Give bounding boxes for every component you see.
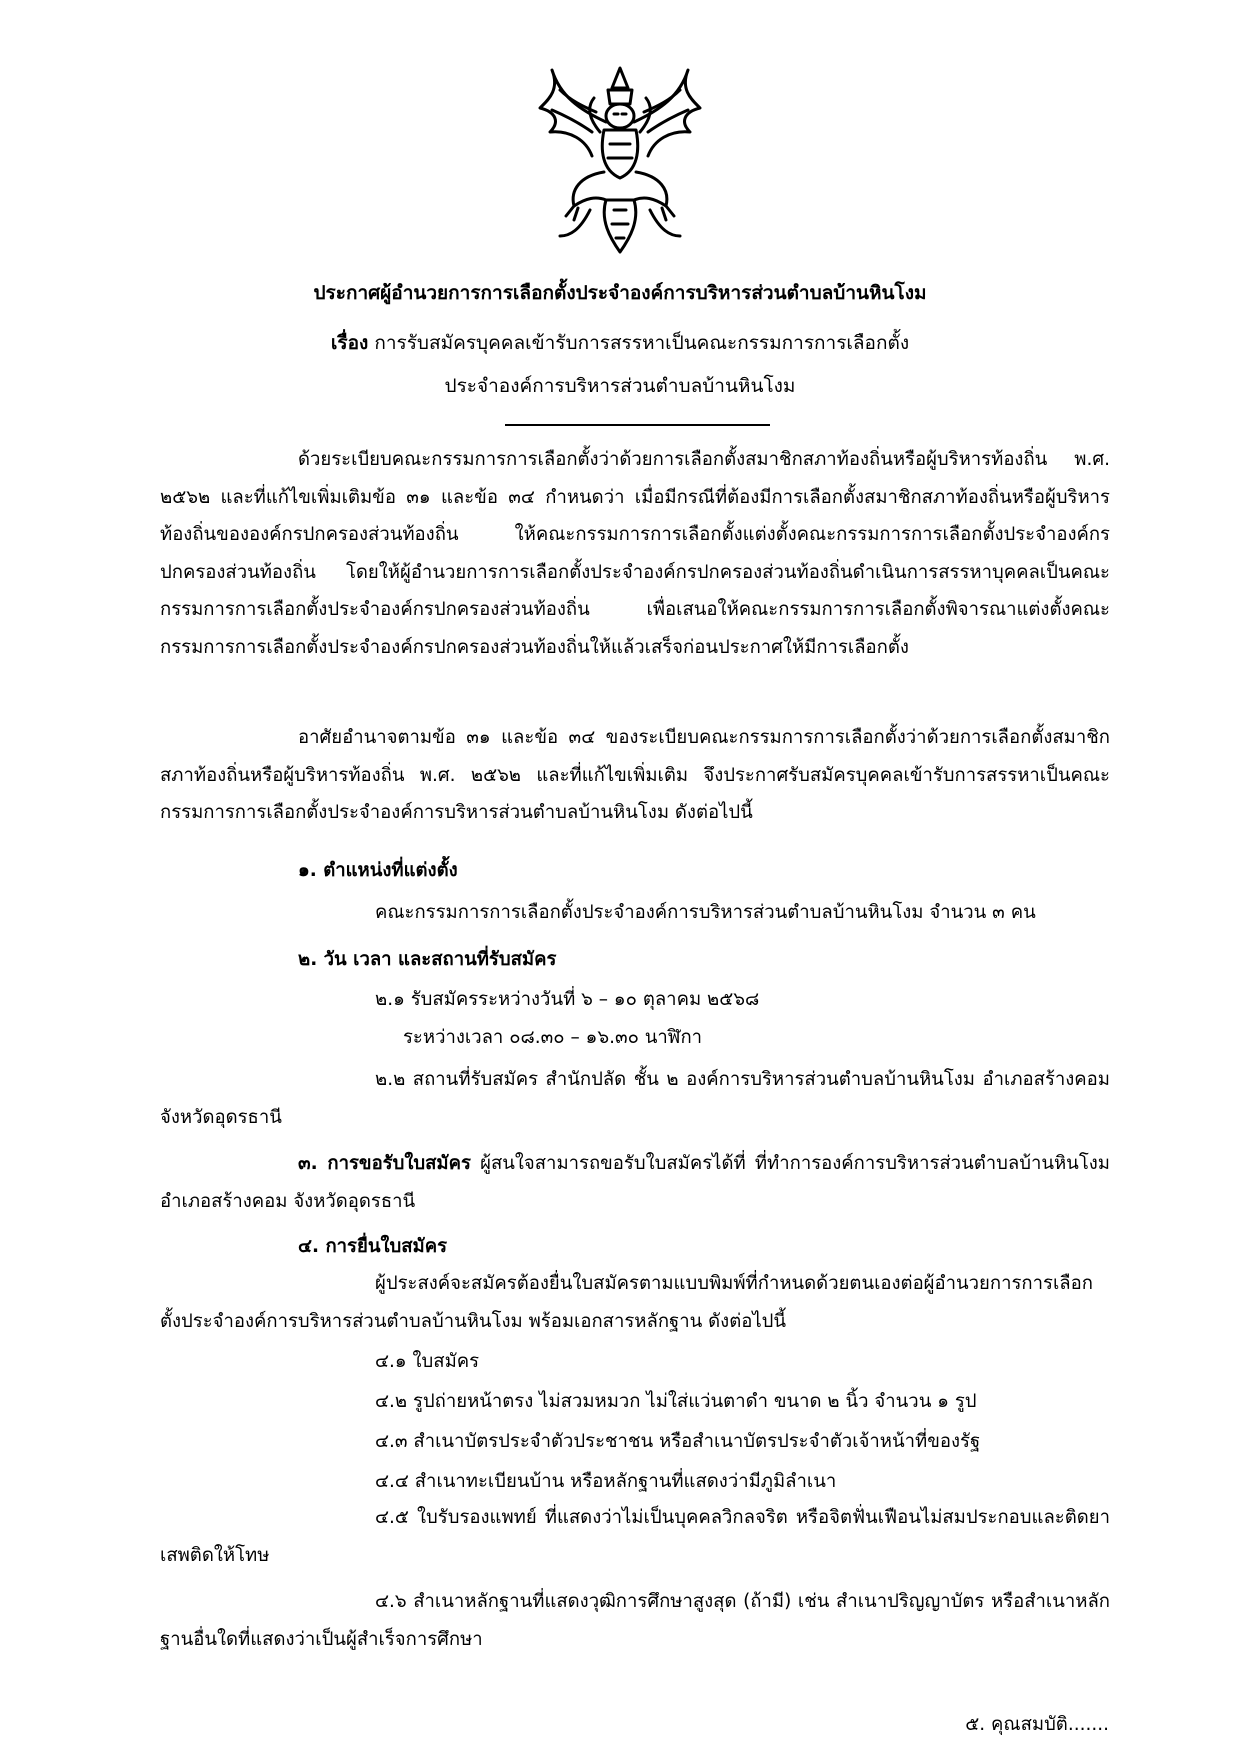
subject-line-2: ประจำองค์การบริหารส่วนตำบลบ้านหินโงม <box>444 375 796 397</box>
section-4-4: ๔.๔ สำเนาทะเบียนบ้าน หรือหลักฐานที่แสดงว่ามีภูมิลำเนา <box>375 1471 837 1492</box>
authority-text: อาศัยอำนาจตามข้อ ๓๑ และข้อ ๓๔ ของระเบียบคณะกรรมการการเลือกตั้งว่าด้วยการเลือกตั้งสมาชิกสภาท้องถิ่นหรือผู้บริหารท้องถิ่น พ.ศ. ๒๕๖๒ และที่แก้ไขเพิ่มเติม จึงประกาศรับสมัครบุคคลเข้ารับการสรรหาเป็นคณะกรรมการการเลือกตั้งประจำองค์การบริหารส่วนตำบลบ้านหินโงม ดังต่อไปนี้ <box>160 727 1110 823</box>
section-1-text: คณะกรรมการการเลือกตั้งประจำองค์การบริหารส่วนตำบลบ้านหินโงม จำนวน ๓ คน <box>375 902 1036 923</box>
section-3-text: ผู้สนใจสามารถขอรับใบสมัครได้ที่ ที่ทำการองค์การบริหารส่วนตำบลบ้านหินโงม อำเภอสร้างคอม จังหวัดอุดรธานี <box>160 1153 1110 1212</box>
section-4-intro-paragraph <box>160 1265 1110 1340</box>
section-2-1-dates: ๒.๑ รับสมัครระหว่างวันที่ ๖ – ๑๐ ตุลาคม ๒๕๖๘ <box>375 989 760 1010</box>
section-2-2-text: ๒.๒ สถานที่รับสมัคร สำนักปลัด ชั้น ๒ องค์การบริหารส่วนตำบลบ้านหินโงม อำเภอสร้างคอม จังหวัดอุดรธานี <box>160 1069 1110 1128</box>
intro-paragraph <box>160 441 1110 666</box>
subject-label: เรื่อง <box>330 332 369 354</box>
section-2-2-paragraph <box>160 1061 1110 1136</box>
section-4-6-text: ๔.๖ สำเนาหลักฐานที่แสดงวุฒิการศึกษาสูงสุด (ถ้ามี) เช่น สำเนาปริญญาบัตร หรือสำเนาหลักฐานอื่นใดที่แสดงว่าเป็นผู้สำเร็จการศึกษา <box>160 1591 1110 1650</box>
section-4-intro-text: ผู้ประสงค์จะสมัครต้องยื่นใบสมัครตามแบบพิมพ์ที่กำหนดด้วยตนเองต่อผู้อำนวยการการเลือกตั้งประจำองค์การบริหารส่วนตำบลบ้านหินโงม พร้อมเอกสารหลักฐาน ดังต่อไปนี้ <box>160 1273 1093 1332</box>
section-4-heading: ๔. การยื่นใบสมัคร <box>298 1236 448 1257</box>
section-4-5-text: ๔.๕ ใบรับรองแพทย์ ที่แสดงว่าไม่เป็นบุคคลวิกลจริต หรือจิตฟั่นเฟือนไม่สมประกอบและติดยาเสพติดให้โทษ <box>160 1507 1110 1566</box>
section-3-paragraph <box>160 1145 1110 1220</box>
section-2-1-times: ระหว่างเวลา ๐๘.๓๐ – ๑๖.๓๐ นาฬิกา <box>403 1027 703 1048</box>
section-1-heading: ๑. ตำแหน่งที่แต่งตั้ง <box>298 860 458 881</box>
section-4-3: ๔.๓ สำเนาบัตรประจำตัวประชาชน หรือสำเนาบัตรประจำตัวเจ้าหน้าที่ของรัฐ <box>375 1431 981 1452</box>
page-continuation: ๕. คุณสมบัติ....... <box>965 1714 1109 1735</box>
section-4-6-paragraph <box>160 1583 1110 1658</box>
announcement-title: ประกาศผู้อำนวยการการเลือกตั้งประจำองค์การบริหารส่วนตำบลบ้านหินโงม <box>313 282 927 304</box>
title-divider <box>505 424 770 426</box>
section-4-5-paragraph <box>160 1499 1110 1574</box>
section-4-1: ๔.๑ ใบสมัคร <box>375 1351 480 1372</box>
section-4-2: ๔.๒ รูปถ่ายหน้าตรง ไม่สวมหมวก ไม่ใส่แว่นตาดำ ขนาด ๒ นิ้ว จำนวน ๑ รูป <box>375 1391 977 1412</box>
subject-line-1 <box>160 328 1080 358</box>
authority-paragraph <box>160 719 1110 832</box>
intro-text: ด้วยระเบียบคณะกรรมการการเลือกตั้งว่าด้วยการเลือกตั้งสมาชิกสภาท้องถิ่นหรือผู้บริหารท้องถิ่น พ.ศ. ๒๕๖๒ และที่แก้ไขเพิ่มเติมข้อ ๓๑ และข้อ ๓๔ กำหนดว่า เมื่อมีกรณีที่ต้องมีการเลือกตั้งสมาชิกสภาท้องถิ่นหรือผู้บริหารท้องถิ่นขององค์กรปกครองส่วนท้องถิ่น ให้คณะกรรมการการเลือกตั้งแต่งตั้งคณะกรรมการการเลือกตั้งประจำองค์กรปกครองส่วนท้องถิ่น โดยให้ผู้อำนวยการการเลือกตั้งประจำองค์กรปกครองส่วนท้องถิ่นดำเนินการสรรหาบุคคลเป็นคณะกรรมการการเลือกตั้งประจำองค์กรปกครองส่วนท้องถิ่น เพื่อเสนอให้คณะกรรมการการเลือกตั้งพิจารณาแต่งตั้งคณะกรรมการการเลือกตั้งประจำองค์กรปกครองส่วนท้องถิ่นให้แล้วเสร็จก่อนประกาศให้มีการเลือกตั้ง <box>160 449 1110 658</box>
section-3-heading: ๓. การขอรับใบสมัคร <box>298 1153 471 1174</box>
section-2-heading: ๒. วัน เวลา และสถานที่รับสมัคร <box>298 949 557 970</box>
garuda-emblem-icon <box>530 60 710 260</box>
subject-text-1: การรับสมัครบุคคลเข้ารับการสรรหาเป็นคณะกรรมการการเลือกตั้ง <box>374 332 910 354</box>
